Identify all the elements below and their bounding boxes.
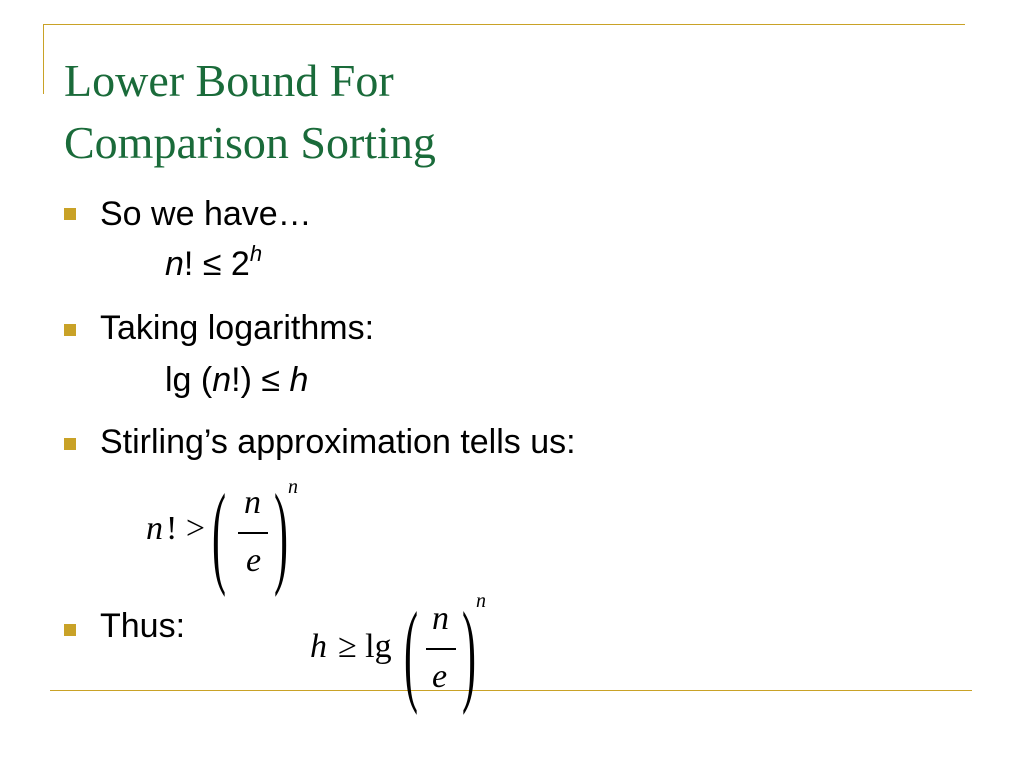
bullet-text: Thus: <box>100 607 186 645</box>
math-numerator: n <box>244 484 261 521</box>
math-op: ≥ lg <box>338 628 392 665</box>
bullet-text: Taking logarithms: <box>100 309 375 347</box>
formula-op: !) ≤ <box>231 361 290 399</box>
formula-op: ≤ 2 <box>193 245 250 283</box>
frame-bottom-line <box>50 690 972 691</box>
fraction-bar <box>238 532 268 534</box>
right-paren: ) <box>274 471 288 598</box>
math-exponent: n <box>476 590 486 612</box>
math-op: ! > <box>166 510 205 547</box>
math-denominator: e <box>432 658 448 695</box>
formula-var: n <box>212 361 232 399</box>
formula-exponent: h <box>249 241 263 266</box>
formula-var: n <box>165 245 184 283</box>
bullet-text: Stirling’s approximation tells us: <box>100 423 576 461</box>
slide-title <box>64 50 864 174</box>
formula-factorial-bound <box>165 241 263 284</box>
bullet-marker <box>64 324 76 336</box>
bullet-marker <box>64 624 76 636</box>
bullet-text: So we have… <box>100 195 312 233</box>
formula-op: lg ( <box>165 361 213 399</box>
formula-var: h <box>289 361 309 399</box>
math-numerator: n <box>432 600 449 637</box>
left-paren: ( <box>212 471 226 598</box>
math-denominator: e <box>246 542 262 579</box>
math-var: h <box>310 628 327 665</box>
frame-top-line <box>43 24 965 25</box>
fraction-bar <box>426 648 456 650</box>
title-line-1: Lower Bound For <box>64 55 394 106</box>
title-line-2: Comparison Sorting <box>64 117 436 168</box>
right-paren: ) <box>462 589 476 716</box>
bullet-marker <box>64 438 76 450</box>
math-var: n <box>146 510 163 547</box>
formula-log-bound <box>165 360 308 400</box>
formula-op: ! <box>183 245 194 283</box>
frame-left-line <box>43 24 44 94</box>
bullet-marker <box>64 208 76 220</box>
left-paren: ( <box>404 589 418 716</box>
math-exponent: n <box>288 476 298 498</box>
